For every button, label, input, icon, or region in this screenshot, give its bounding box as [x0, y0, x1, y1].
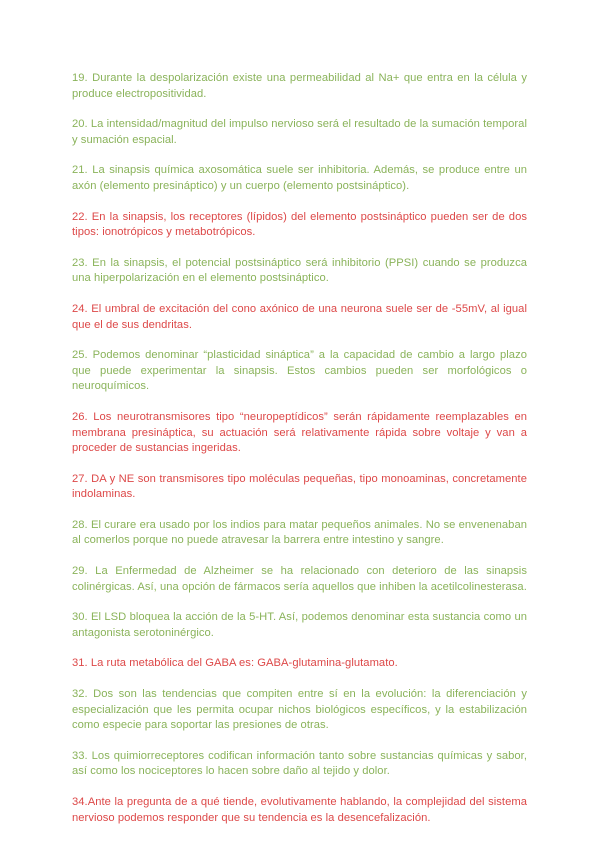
statement-28: 28. El curare era usado por los indios para matar pequeños animales. No se envenenaban al comerlos porque no puede atravesar la barrera entre intestino y sangre. [72, 518, 527, 547]
statement-24: 24. El umbral de excitación del cono axónico de una neurona suele ser de -55mV, al igual que el de sus dendritas. [72, 302, 527, 331]
statement-21: 21. La sinapsis química axosomática suele ser inhibitoria. Además, se produce entre un axón (elemento presináptico) y un cuerpo (elemento postsináptico). [72, 164, 527, 192]
statement-25: 25. Podemos denominar “plasticidad sináptica” a la capacidad de cambio a largo plazo que puede experimentar la sinapsis. Estos cambios pueden ser morfológicos o neuroquímicos. [72, 349, 527, 393]
statement-22: 22. En la sinapsis, los receptores (lípidos) del elemento postsináptico pueden ser de dos tipos: ionotrópicos y metabotrópicos. [72, 210, 527, 239]
statement-32: 32. Dos son las tendencias que compiten entre sí en la evolución: la diferenciación y especialización que les permita ocupar nichos biológicos específicos, y la estabilización como especie para soportar las presiones de otras. [72, 688, 527, 732]
statement-33: 33. Los quimiorreceptores codifican información tanto sobre sustancias químicas y sabor, así como los nociceptores lo hacen sobre daño al tejido y dolor. [72, 749, 527, 778]
document-page [72, 71, 527, 841]
statement-20: 20. La intensidad/magnitud del impulso nervioso será el resultado de la sumación temporal y sumación espacial. [72, 118, 527, 146]
statement-31: 31. La ruta metabólica del GABA es: GABA-glutamina-glutamato. [72, 657, 398, 670]
statement-34: 34.Ante la pregunta de a qué tiende, evolutivamente hablando, la complejidad del sistema nervioso podemos responder que su tendencia es la desencefalización. [72, 796, 527, 824]
statement-27: 27. DA y NE son transmisores tipo moléculas pequeñas, tipo monoaminas, concretamente indolaminas. [72, 472, 527, 501]
statement-29: 29. La Enfermedad de Alzheimer se ha relacionado con deterioro de las sinapsis colinérgicas. Así, una opción de fármacos sería aquellos que inhiben la acetilcolinesterasa. [72, 565, 527, 593]
statement-30: 30. El LSD bloquea la acción de la 5-HT. Así, podemos denominar esta sustancia como un antagonista serotoninérgico. [72, 611, 527, 639]
statement-23: 23. En la sinapsis, el potencial postsináptico será inhibitorio (PPSI) cuando se produzca una hiperpolarización en el elemento postsináptico. [72, 256, 527, 285]
statement-26: 26. Los neurotransmisores tipo “neuropeptídicos” serán rápidamente reemplazables en membrana presináptica, su actuación será relativamente rápida sobre voltaje y van a proceder de sustancias ingeridas. [72, 410, 527, 455]
statement-19: 19. Durante la despolarización existe una permeabilidad al Na+ que entra en la célula y produce electropositividad. [72, 72, 527, 100]
